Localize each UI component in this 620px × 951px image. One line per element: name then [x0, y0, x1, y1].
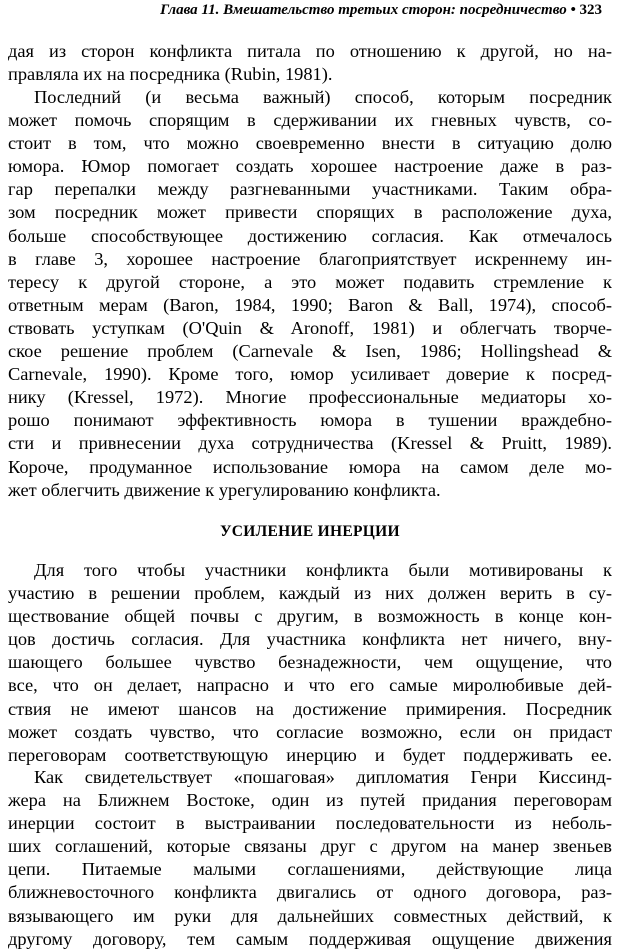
text-line: Для того чтобы участники конфликта были мотивированы к — [34, 560, 612, 580]
text-line: больше способствующее достижению согласия. Как отмечалось — [8, 225, 612, 246]
text-line: Carnevale, 1990). Кроме того, юмор усиливает доверие к посред- — [8, 364, 612, 385]
text-line: Короче, продуманное использование юмора на самом деле мо- — [8, 456, 612, 477]
running-header — [18, 0, 602, 20]
text-line: ближневосточного конфликта двигались от одного договора, раз- — [8, 882, 612, 903]
text-line: переговорам соответствующую инерцию и будет поддерживать ее. — [8, 744, 612, 765]
text-line: вязывающего им руки для дальнейших совместных действий, к — [8, 905, 612, 926]
text-line: может создать чувство, что согласие возможно, если он придаст — [8, 721, 612, 742]
text-line: в главе 3, хорошее настроение благоприятствует искреннему ин- — [8, 248, 612, 269]
paragraph-continuation — [8, 40, 612, 86]
text-line: участию в решении проблем, каждый из них должен верить в су- — [8, 583, 612, 604]
text-line: ствовать уступкам (O'Quin & Aronoff, 1981) и облегчать творче- — [8, 317, 612, 338]
text-line: инерции состоит в выстраивании последовательности из неболь- — [8, 813, 612, 834]
text-line: может помочь спорящим в сдерживании их гневных чувств, со- — [8, 110, 612, 131]
text-line: юмора. Юмор помогает создать хорошее настроение даже в раз- — [8, 156, 612, 177]
text-line: дая из сторон конфликта питала по отношению к другой, но на- — [8, 41, 612, 61]
text-line: шающего большее чувство безнадежности, чем ощущение, что — [8, 652, 612, 673]
text-line: зом посредник может привести спорящих в расположение духа, — [8, 202, 612, 223]
text-line: ответным мерам (Baron, 1984, 1990; Baron & Ball, 1974), способ- — [8, 294, 612, 315]
text-line: жера на Ближнем Востоке, один из путей придания переговорам — [8, 790, 612, 811]
text-line: ствия не имеют шансов на достижение примирения. Посредник — [8, 698, 612, 719]
text-line: другому договору, тем самым поддерживая ощущение движения — [8, 928, 612, 949]
running-title: Глава 11. Вмешательство третьих сторон: посредничество — [160, 2, 567, 18]
header-bullet: • — [570, 2, 576, 18]
text-line: ское решение проблем (Carnevale & Isen, 1986; Hollingshead & — [8, 341, 612, 362]
text-line: стоит в том, что можно своевременно внести в ситуацию долю — [8, 133, 612, 154]
text-line: цов достичь согласия. Для участника конфликта нет ничего, вну- — [8, 629, 612, 650]
text-line: все, что он делает, напрасно и что его самые миролюбивые дей- — [8, 675, 612, 696]
text-line: ществование общей почвы с другим, в возможность в конце кон- — [8, 606, 612, 627]
text-line: цепи. Питаемые малыми соглашениями, действующие лица — [8, 859, 612, 880]
paragraph-kissinger — [8, 766, 612, 951]
paragraph-humor — [8, 86, 612, 502]
text-line: сти и привнесении духа сотрудничества (Kressel & Pruitt, 1989). — [8, 433, 612, 454]
text-line: нику (Kressel, 1972). Многие профессиональные медиаторы хо- — [8, 387, 612, 408]
section-heading: УСИЛЕНИЕ ИНЕРЦИИ — [220, 523, 400, 540]
text-line: гар перепалки между разгневанными участниками. Таким обра- — [8, 179, 612, 200]
text-line: Последний (и весьма важный) способ, которым посредник — [34, 87, 612, 107]
text-line: Как свидетельствует «пошаговая» дипломатия Генри Киссинд- — [34, 767, 612, 787]
text-line: ших соглашений, которые связаны друг с другом на манер звеньев — [8, 836, 612, 857]
page-number: 323 — [579, 2, 602, 18]
text-line: рошо понимают эффективность юмора в тушении враждебно- — [8, 410, 612, 431]
text-line: жет облегчить движение к урегулированию конфликта. — [8, 479, 441, 500]
text-line: правляла их на посредника (Rubin, 1981). — [8, 64, 333, 85]
text-line: тересу к другой стороне, а это может подавить стремление к — [8, 271, 612, 292]
paragraph-momentum — [8, 559, 612, 767]
